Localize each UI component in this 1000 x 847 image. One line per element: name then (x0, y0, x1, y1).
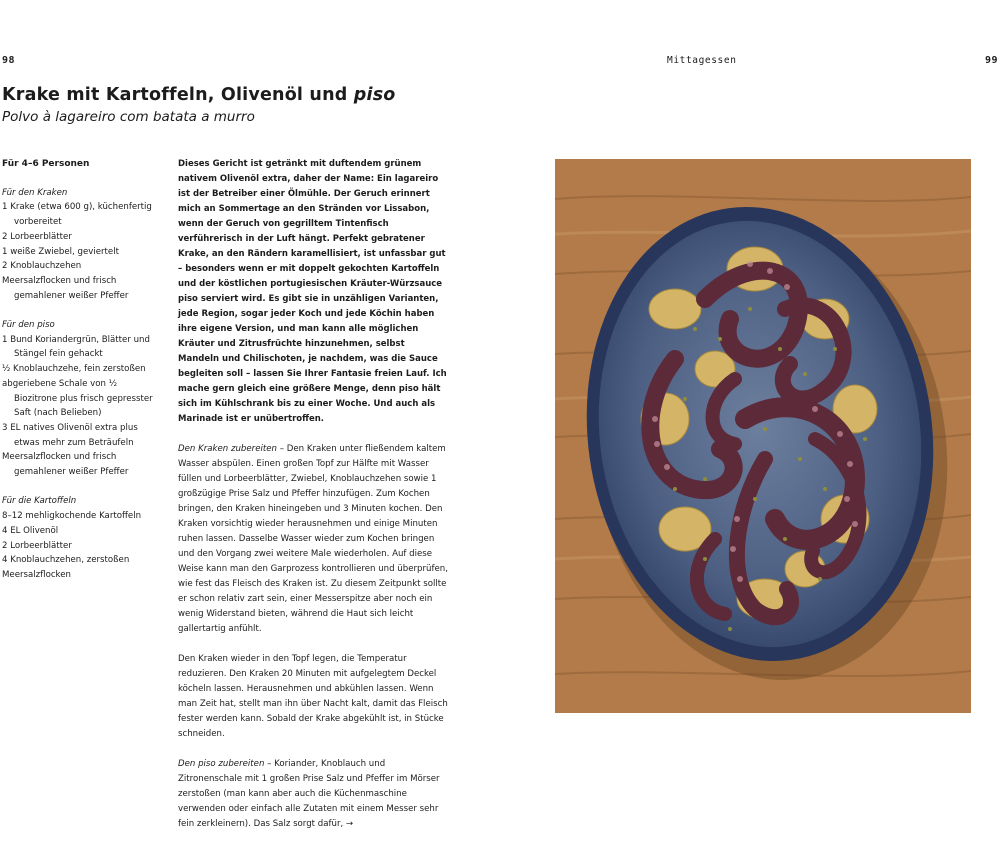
method-step-kraken (178, 442, 448, 637)
method-column (178, 157, 448, 847)
ingredient-item: 1 Bund Koriandergrün, Blätter und Stängel fein gehackt (2, 334, 150, 360)
octopus-dish-photo (555, 159, 971, 713)
ingredient-item: 8–12 mehligkochende Kartoffeln (2, 511, 142, 522)
ingredients-column (2, 157, 162, 597)
recipe-title-italic: piso (353, 85, 396, 105)
ingredient-group-title: Für den Kraken (2, 187, 68, 198)
servings: Für 4–6 Personen (2, 159, 90, 169)
step-title: Den Kraken zubereiten (178, 444, 277, 454)
running-head: Mittagessen (667, 55, 737, 66)
ingredient-item: 2 Knoblauchzehen (2, 261, 82, 272)
method-step-kochen: Den Kraken wieder in den Topf legen, die Temperatur reduzieren. Den Kraken 20 Minuten mit aufgelegtem Deckel köcheln lassen. Herausnehmen und abkühlen lassen. Wenn man Zeit hat, stellt man ihn über Nacht kalt, damit das Fleisch fester werden kann. Sobald der Krake abgekühlt ist, in Stücke schneiden. (178, 654, 448, 739)
page-number-right: 99 (984, 55, 998, 66)
ingredient-item: 3 EL natives Olivenöl extra plus etwas mehr zum Beträufeln (2, 422, 138, 448)
ingredient-item: Meersalzflocken (2, 569, 71, 580)
recipe-title (2, 85, 396, 105)
method-step-piso (178, 757, 448, 832)
ingredient-item: Meersalzflocken und frisch gemahlener weißer Pfeffer (2, 452, 129, 478)
ingredient-group-title: Für die Kartoffeln (2, 496, 77, 507)
recipe-subtitle: Polvo à lagareiro com batata a murro (2, 109, 255, 125)
ingredient-group-piso (2, 318, 162, 480)
step-title: Den piso zubereiten (178, 759, 265, 769)
ingredient-item: 2 Lorbeerblätter (2, 231, 72, 242)
ingredient-item: 1 Krake (etwa 600 g), küchenfertig vorbereitet (2, 202, 152, 228)
ingredient-group-kraken (2, 186, 162, 304)
ingredient-item: Meersalzflocken und frisch gemahlener weißer Pfeffer (2, 275, 129, 301)
ingredient-group-kartoffeln (2, 494, 162, 582)
step-text: – Koriander, Knoblauch und Zitronenschale mit 1 großen Prise Salz und Pfeffer im Mörser zerstoßen (man kann aber auch die Küchenmaschine verwenden oder einfach alle Zutaten mit einem Messer sehr fein zerkleinern). Das Salz sorgt dafür, → (178, 759, 440, 829)
page-number-left: 98 (2, 55, 16, 66)
ingredient-item: abgeriebene Schale von ½ Biozitrone plus frisch gepresster Saft (nach Belieben) (2, 378, 153, 419)
recipe-title-main: Krake mit Kartoffeln, Olivenöl und (2, 85, 354, 105)
ingredient-item: ½ Knoblauchzehe, fein zerstoßen (2, 364, 146, 375)
ingredient-group-title: Für den piso (2, 320, 55, 331)
ingredient-item: 1 weiße Zwiebel, geviertelt (2, 246, 119, 257)
ingredient-item: 2 Lorbeerblätter (2, 540, 72, 551)
step-text: – Den Kraken unter fließendem kaltem Wasser abspülen. Einen großen Topf zur Hälfte mit Wasser füllen und Lorbeerblätter, Zwiebel, Knoblauchzehen sowie 1 großzügige Prise Salz und Pfeffer hinzufügen. Zum Kochen bringen, den Kraken hineingeben und 3 Minuten kochen. Den Kraken vorsichtig wieder herausnehmen und einige Minuten ruhen lassen. Dasselbe Wasser wieder zum Kochen bringen und den Vorgang zwei weitere Male wiederholen. Auf diese Weise kann man den Garprozess kontrollieren und überprüfen, wie fest das Fleisch des Kraken ist. Zu diesem Zeitpunkt sollte er schon relativ zart sein, einer Messerspitze aber noch ein wenig Widerstand bieten, während die Haut sich leicht gallertartig anfühlt. (178, 444, 448, 634)
recipe-intro: Dieses Gericht ist getränkt mit duftendem grünem nativem Olivenöl extra, daher der Name: Ein lagareiro ist der Betreiber einer Ölmühle. Der Geruch erinnert mich an Sommertage an den Stränden vor Lissabon, wenn der Geruch von gegrilltem Tintenfisch verführerisch in der Luft hängt. Perfekt gebratener Krake, an den Rändern karamellisiert, ist unfassbar gut – besonders wenn er mit doppelt gekochten Kartoffeln und der köstlichen portugiesischen Kräuter-Würzsauce piso serviert wird. Es gibt sie in unzähligen Varianten, jede Region, sogar jeder Koch und jede Köchin haben ihre eigene Version, und man kann alle möglichen Kräuter und Zitrusfrüchte hinzunehmen, selbst Mandeln und Chilischoten, je nachdem, was die Sauce begleiten soll – lassen Sie Ihrer Fantasie freien Lauf. Ich mache gern gleich eine größere Menge, denn piso hält sich im Kühlschrank bis zu einer Woche. Und auch als Marinade ist er unübertroffen. (178, 159, 447, 424)
ingredient-item: 4 EL Olivenöl (2, 525, 59, 536)
ingredient-item: 4 Knoblauchzehen, zerstoßen (2, 555, 130, 566)
